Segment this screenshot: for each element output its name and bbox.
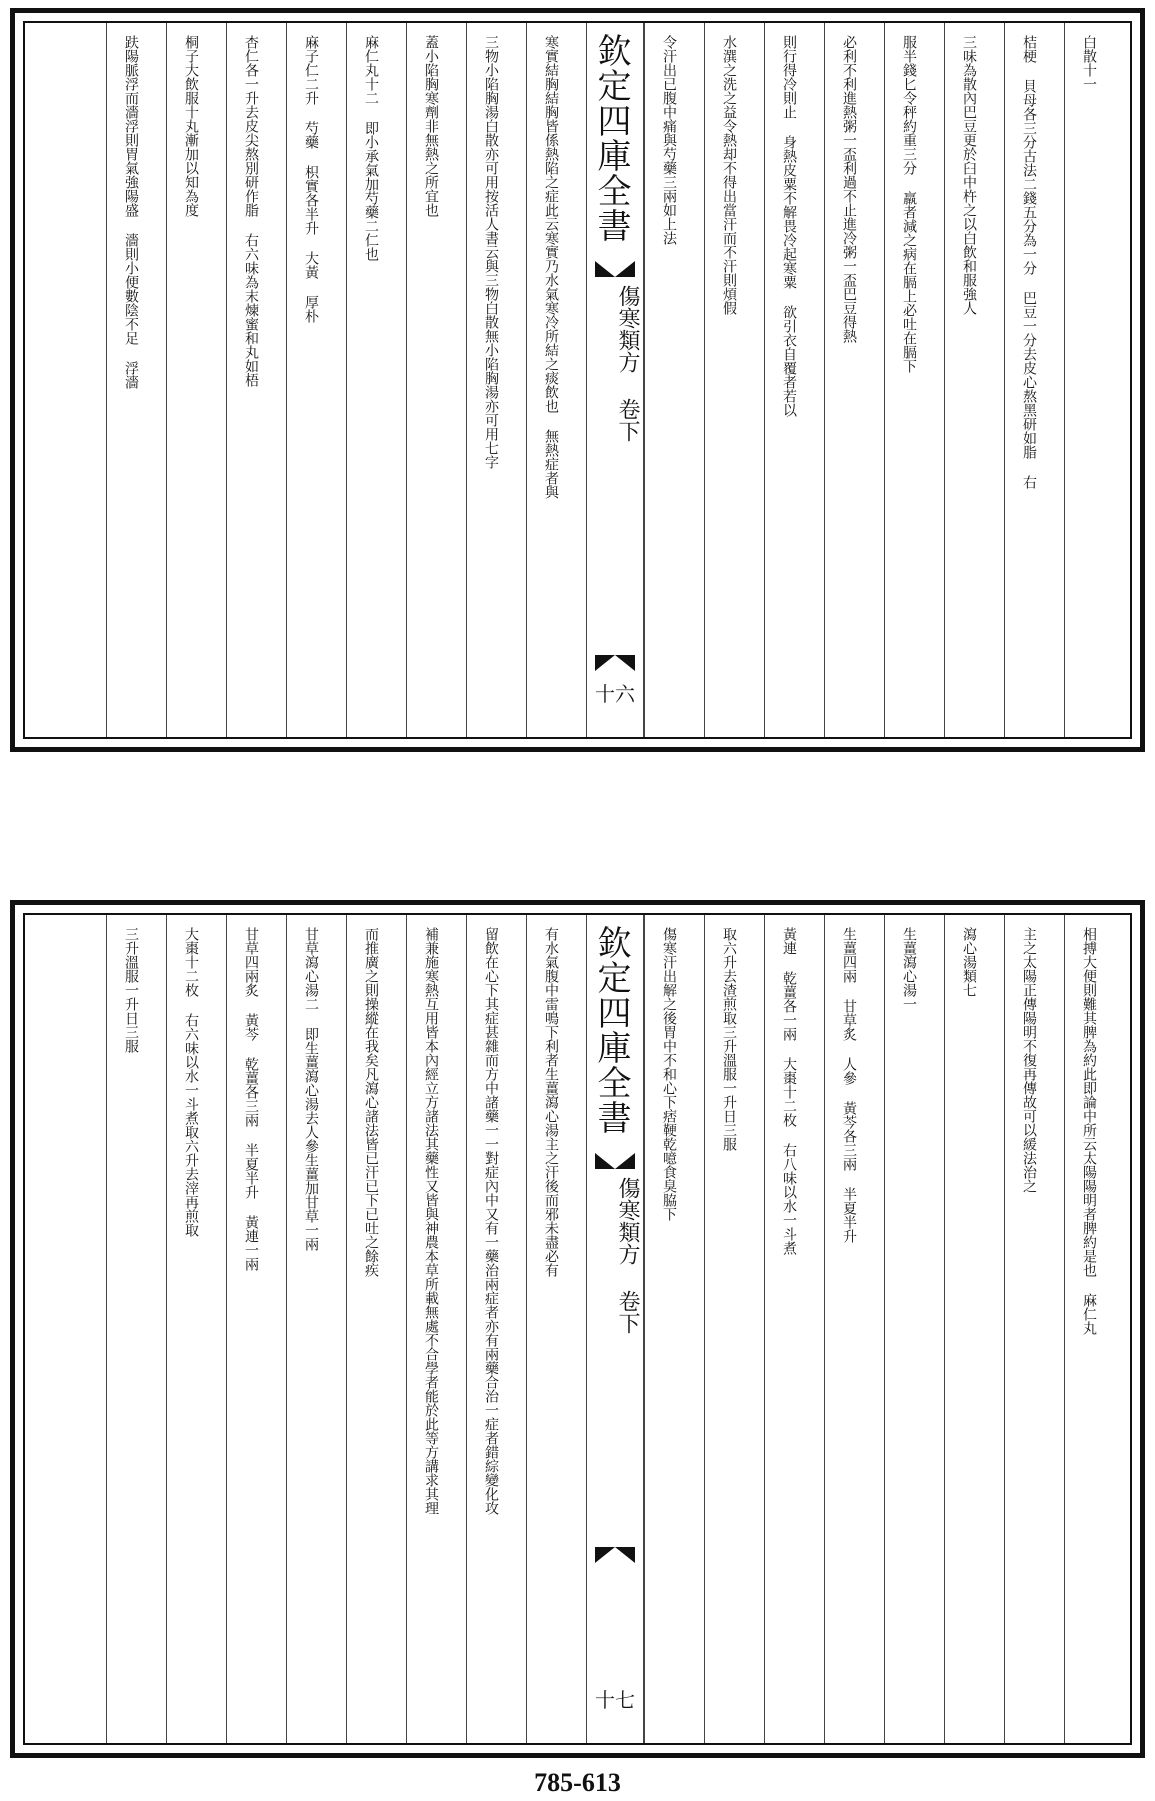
column-text: 令汗出已腹中痛與芍藥三兩如上法: [661, 35, 677, 245]
top-page: [10, 8, 1145, 752]
column-text: 生薑四兩 甘草炙 人參 黃芩各三兩 半夏半升: [841, 927, 857, 1243]
text-column: [1064, 23, 1124, 737]
column-text: 麻子仁二升 芍藥 枳實各半升 大黃 厚朴: [303, 35, 319, 323]
text-column: [1004, 915, 1064, 1743]
top-page-frame: [23, 21, 1132, 739]
text-column: [406, 915, 466, 1743]
text-column: [704, 915, 764, 1743]
text-column: [944, 915, 1004, 1743]
column-text: 蓋小陷胸寒劑非無熱之所宜也: [423, 35, 439, 217]
text-column: [526, 915, 586, 1743]
fish-tail-bottom-ornament: [595, 1547, 635, 1563]
fish-tail-bottom-ornament: [595, 655, 635, 671]
text-column: [406, 23, 466, 737]
column-text: 必利不利進熱粥一盃利過不止進冷粥一盃巴豆得熱: [841, 35, 857, 343]
column-text: 大棗十二枚 右六味以水一斗煮取六升去滓再煎取: [183, 927, 199, 1237]
column-text: 相搏大便則難其脾為約此即論中所云太陽陽明者脾約是也 麻仁丸: [1081, 927, 1097, 1335]
text-column: [226, 23, 286, 737]
text-column: [226, 915, 286, 1743]
column-text: 三物小陷胸湯白散亦可用按活人書云與三物白散無小陷胸湯亦可用七字: [483, 35, 499, 469]
text-column: [166, 23, 226, 737]
page-banner: [586, 23, 644, 737]
text-column: [884, 915, 944, 1743]
text-column: [764, 915, 824, 1743]
text-column: [884, 23, 944, 737]
column-text: 取六升去渣煎取三升溫服一升日三服: [721, 927, 737, 1151]
column-text: 主之太陽正傳陽明不復再傳故可以緩法治之: [1021, 927, 1037, 1193]
column-text: 瀉心湯類七: [961, 927, 977, 997]
text-column: [1064, 915, 1124, 1743]
text-column: [106, 915, 166, 1743]
column-text: 寒實結胸結胸皆係熱陷之症此云寒實乃水氣寒冷所結之痰飲也 無熱症者與: [543, 35, 559, 499]
text-column: [644, 23, 704, 737]
banner-page-number: 十六: [595, 682, 635, 706]
text-column: [346, 915, 406, 1743]
text-column: [106, 23, 166, 737]
column-text: 有水氣腹中雷鳴下利者生薑瀉心湯主之汗後而邪未盡必有: [543, 927, 559, 1277]
text-column: [526, 23, 586, 737]
column-text: 傷寒汗出解之後胃中不和心下痞鞕乾噫食臭脇下: [661, 927, 677, 1221]
column-text: 補兼施寒熱互用皆本內經立方諸法其藥性又皆與神農本草所載無處不合學者能於此等方講求其理: [423, 927, 439, 1515]
column-text: 甘草瀉心湯二 即生薑瀉心湯去人參生薑加甘草一兩: [303, 927, 319, 1251]
text-column: [944, 23, 1004, 737]
text-column: [704, 23, 764, 737]
column-text: 留飲在心下其症甚雜而方中諸藥一一對症內中又有一藥治兩症者亦有兩藥合治一症者錯綜變化攻: [483, 927, 499, 1515]
banner-title: 欽定四庫全書: [591, 925, 631, 1135]
banner-page-number: 十七: [595, 1688, 635, 1712]
text-column: [466, 23, 526, 737]
fish-tail-top-ornament: [595, 1153, 635, 1169]
page-code: 785-613: [534, 1768, 621, 1797]
text-column: [644, 915, 704, 1743]
column-text: 趺陽脈浮而濇浮則胃氣強陽盛 濇則小便數陰不足 浮濇: [123, 35, 139, 389]
text-column: [824, 23, 884, 737]
banner-title: 欽定四庫全書: [591, 33, 631, 243]
column-text: 甘草四兩炙 黃芩 乾薑各三兩 半夏半升 黃連一兩: [243, 927, 259, 1271]
column-text: 水潠之洗之益令熱却不得出當汗而不汗則煩假: [721, 35, 737, 315]
column-text: 服半錢匕令秤約重三分 羸者減之病在膈上必吐在膈下: [901, 35, 917, 373]
column-text: 麻仁丸十二 即小承氣加芍藥二仁也: [363, 35, 379, 261]
text-column: [166, 915, 226, 1743]
text-column: [466, 915, 526, 1743]
text-column: [1004, 23, 1064, 737]
fish-tail-top-ornament: [595, 261, 635, 277]
text-column: [764, 23, 824, 737]
column-text: 三味為散內巴豆更於臼中杵之以白飲和服強人: [961, 35, 977, 315]
text-column: [286, 23, 346, 737]
column-text: 三升溫服一升日三服: [123, 927, 139, 1053]
column-text: 桐子大飲服十丸漸加以知為度: [183, 35, 199, 217]
text-column: [346, 23, 406, 737]
column-text: 杏仁各一升去皮尖熬別研作脂 右六味為末煉蜜和丸如梧: [243, 35, 259, 387]
banner-volume: 傷寒類方 卷下: [615, 1177, 640, 1334]
text-column: [824, 915, 884, 1743]
column-text: 桔梗 貝母各三分古法二錢五分為一分 巴豆一分去皮心熬黑研如脂 右: [1021, 35, 1037, 489]
text-column: [286, 915, 346, 1743]
column-text: 則行得冷則止 身熱皮粟不解畏冷起寒粟 欲引衣自覆者若以: [781, 35, 797, 417]
page-banner: [586, 915, 644, 1743]
column-text: 而推廣之則操縱在我矣凡瀉心諸法皆已汗已下已吐之餘疾: [363, 927, 379, 1277]
column-text: 白散十一: [1081, 35, 1097, 91]
bottom-page-frame: [23, 913, 1132, 1745]
column-text: 黃連 乾薑各一兩 大棗十二枚 右八味以水一斗煮: [781, 927, 797, 1255]
bottom-page: [10, 900, 1145, 1758]
banner-volume: 傷寒類方 卷下: [615, 285, 640, 442]
column-text: 生薑瀉心湯一: [901, 927, 917, 1011]
